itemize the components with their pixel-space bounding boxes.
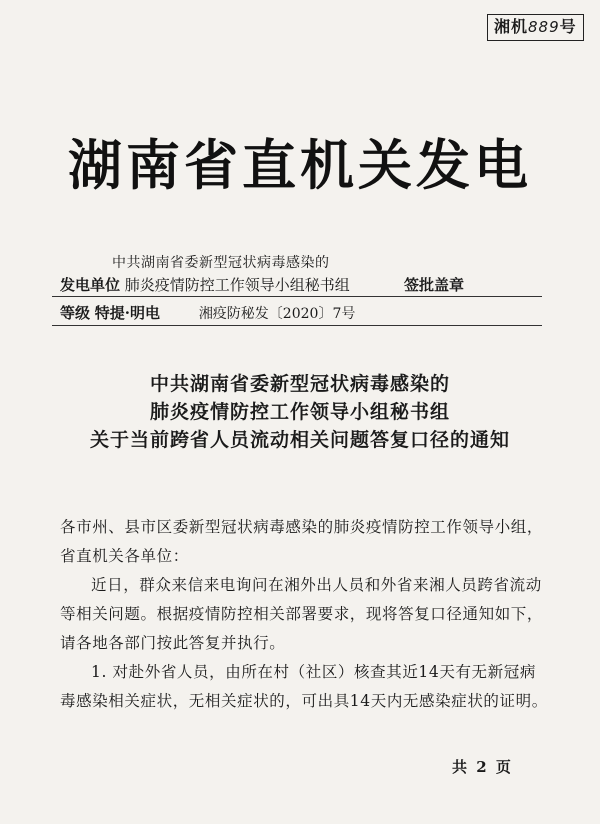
notice-title (0, 370, 600, 454)
document-number: 湘疫防秘发〔2020〕7号 (198, 306, 356, 322)
sender-unit-name: 肺炎疫情防控工作领导小组秘书组 (124, 276, 350, 294)
grade-label: 等级 (60, 304, 91, 322)
document-title: 湖南省直机关发电 (68, 134, 532, 197)
page-count-prefix: 共 (452, 758, 470, 776)
sender-unit-line2 (60, 274, 534, 295)
document-body (60, 513, 548, 716)
divider-line (52, 296, 542, 297)
addressee-paragraph: 各市州、县市区委新型冠状病毒感染的肺炎疫情防控工作领导小组，省直机关各单位： (60, 518, 544, 565)
body-paragraph: 1. 对赴外省人员，由所在村（社区）核查其近14天有无新冠病毒感染相关症状，无相关症状的，可出具14天内无感染症状的证明。 (60, 663, 548, 710)
serial-number-box (487, 14, 584, 41)
approval-seal-label: 签批盖章 (404, 276, 465, 294)
page-count-suffix: 页 (495, 758, 513, 776)
grade-line (60, 302, 355, 323)
grade-value: 特提·明电 (94, 304, 161, 322)
divider-line (52, 325, 542, 326)
body-paragraph: 近日，群众来信来电询问在湘外出人员和外省来湘人员跨省流动等相关问题。根据疫情防控相关部署要求，现将答复口径通知如下，请各地各部门按此答复并执行。 (60, 576, 544, 652)
serial-prefix: 湘机 (494, 17, 529, 36)
notice-title-line: 肺炎疫情防控工作领导小组秘书组 (149, 401, 450, 423)
page-count (452, 756, 513, 777)
serial-suffix: 号 (559, 17, 577, 36)
page-count-number: 2 (476, 758, 489, 776)
notice-title-line: 关于当前跨省人员流动相关问题答复口径的通知 (89, 429, 510, 451)
notice-title-line: 中共湖南省委新型冠状病毒感染的 (149, 373, 450, 395)
serial-number: 889 (528, 18, 560, 36)
sender-unit-label: 发电单位 (60, 276, 121, 294)
sender-unit-line1: 中共湖南省委新型冠状病毒感染的 (112, 255, 330, 271)
